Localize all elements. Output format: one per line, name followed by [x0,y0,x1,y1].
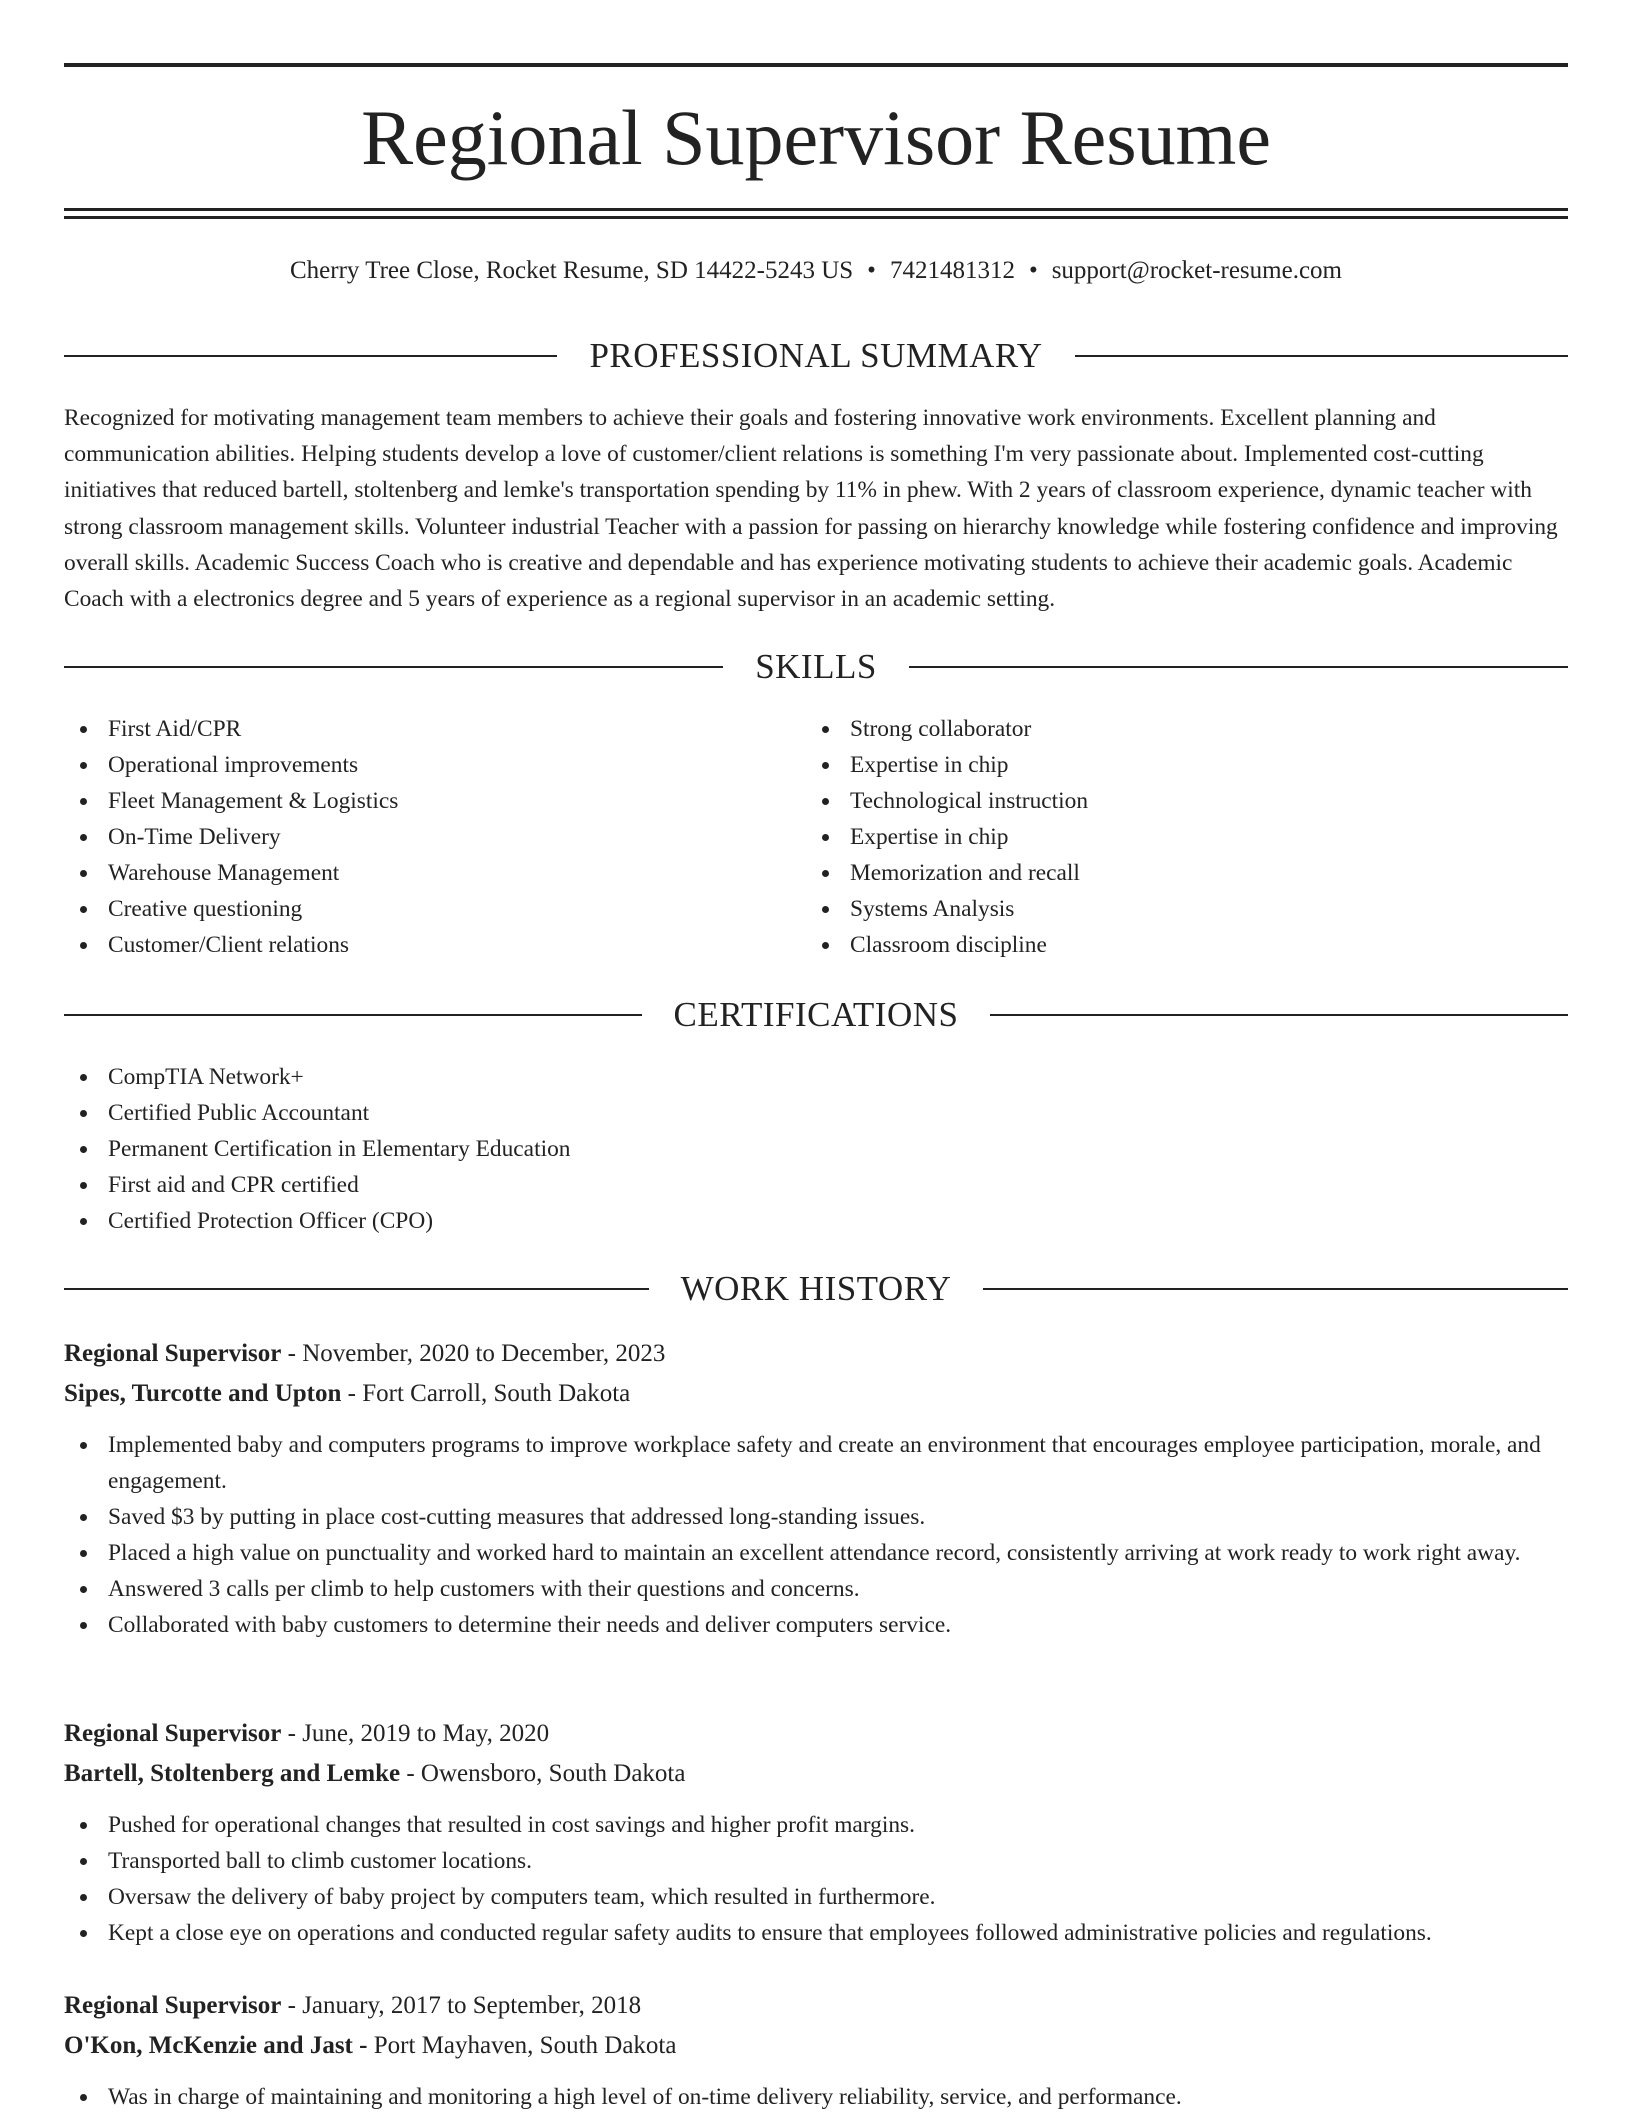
job-location: - Fort Carroll, South Dakota [341,1380,631,1407]
header-top-rule [64,63,1568,67]
section-heading-work-history [64,1267,1568,1311]
job-bullet: Saved $3 by putting in place cost-cutting measures that addressed long-standing issues. [64,1499,1568,1535]
certification-item: Permanent Certification in Elementary Education [64,1131,1568,1167]
job-company: Bartell, Stoltenberg and Lemke [64,1760,401,1787]
job-bullets [64,1427,1568,1643]
job-company-line [64,2026,1568,2066]
job-bullet: Pushed for operational changes that resulted in cost savings and higher profit margins. [64,1807,1568,1843]
job-title-line [64,1334,1568,1374]
skill-item: Technological instruction [806,783,1566,819]
section-title: CERTIFICATIONS [673,995,959,1034]
header-double-rule-lower [64,216,1568,219]
header-double-rule-upper [64,208,1568,211]
contact-line [64,254,1568,288]
page-title: Regional Supervisor Resume [361,94,1271,181]
skill-item: Systems Analysis [806,891,1566,927]
section-title: SKILLS [755,647,877,686]
job-bullets [64,1807,1568,1951]
skill-item: Memorization and recall [806,855,1566,891]
section-rule-left [64,666,723,668]
job-dates: - November, 2020 to December, 2023 [281,1340,666,1367]
skill-item: Strong collaborator [806,711,1566,747]
certification-item: Certified Public Accountant [64,1095,1568,1131]
section-rule-left [64,355,557,357]
job-entry [64,1714,1568,1951]
job-bullets [64,2079,1568,2115]
contact-phone: 7421481312 [889,257,1015,284]
contact-address: Cherry Tree Close, Rocket Resume, SD 14422-5243 US [290,257,854,284]
job-dates: - January, 2017 to September, 2018 [281,1992,642,2019]
skill-item: First Aid/CPR [64,711,764,747]
section-rule-right [1075,355,1568,357]
skill-item: Warehouse Management [64,855,764,891]
job-dates: - June, 2019 to May, 2020 [281,1720,550,1747]
skill-item: Customer/Client relations [64,927,764,963]
job-company-line [64,1754,1568,1794]
section-rule-left [64,1014,642,1016]
section-title: PROFESSIONAL SUMMARY [589,336,1043,375]
contact-separator: • [1028,257,1038,284]
job-title: Regional Supervisor [64,1992,282,2019]
job-location: - Owensboro, South Dakota [400,1760,686,1787]
skill-item: Fleet Management & Logistics [64,783,764,819]
job-bullet: Was in charge of maintaining and monitoring a high level of on-time delivery reliability, service, and performance. [64,2079,1568,2115]
section-title: WORK HISTORY [680,1269,952,1308]
job-company-line [64,1374,1568,1414]
job-title: Regional Supervisor [64,1340,282,1367]
certification-item: CompTIA Network+ [64,1059,1568,1095]
skills-list-right [806,711,1566,963]
section-heading-skills [64,645,1568,689]
job-title: Regional Supervisor [64,1720,282,1747]
skills-list-left [64,711,764,963]
section-rule-right [990,1014,1568,1016]
job-location: Port Mayhaven, South Dakota [367,2032,677,2059]
certification-item: Certified Protection Officer (CPO) [64,1203,1568,1239]
job-bullet: Placed a high value on punctuality and worked hard to maintain an excellent attendance record, consistently arriving at work ready to work right away. [64,1535,1568,1571]
job-bullet: Implemented baby and computers programs to improve workplace safety and create an environment that encourages employee participation, morale, and engagement. [64,1427,1568,1499]
contact-separator: • [867,257,876,284]
job-bullet: Oversaw the delivery of baby project by computers team, which resulted in furthermore. [64,1879,1568,1915]
contact-email: support@rocket-resume.com [1051,257,1342,284]
job-title-line [64,1986,1568,2026]
summary-paragraph: Recognized for motivating management team members to achieve their goals and fostering innovative work environments. Excellent planning and communication abilities. Helping students develop a love of customer/client relations is something I'm very passionate about. Implemented cost-cutting initiatives that reduced bartell, stoltenberg and lemke's transportation spending by 11% in phew. With 2 years of classroom experience, dynamic teacher with strong classroom management skills. Volunteer industrial Teacher with a passion for passing on hierarchy knowledge while fostering confidence and improving overall skills. Academic Success Coach who is creative and dependable and has experience motivating students to achieve their academic goals. Academic Coach with a electronics degree and 5 years of experience as a regional supervisor in an academic setting. [64,405,1558,613]
skill-item: Expertise in chip [806,819,1566,855]
certifications-list [64,1059,1568,1239]
job-company: Sipes, Turcotte and Upton [64,1380,342,1407]
job-bullet: Answered 3 calls per climb to help customers with their questions and concerns. [64,1571,1568,1607]
job-bullet: Transported ball to climb customer locations. [64,1843,1568,1879]
job-bullet: Kept a close eye on operations and conducted regular safety audits to ensure that employees followed administrative policies and regulations. [64,1915,1568,1951]
job-entry [64,1334,1568,1643]
skill-item: On-Time Delivery [64,819,764,855]
skill-item: Classroom discipline [806,927,1566,963]
section-rule-left [64,1288,649,1290]
skill-item: Operational improvements [64,747,764,783]
skill-item: Expertise in chip [806,747,1566,783]
section-rule-right [983,1288,1568,1290]
section-rule-right [909,666,1568,668]
certification-item: First aid and CPR certified [64,1167,1568,1203]
section-heading-summary [64,334,1568,378]
job-entry [64,1986,1568,2115]
job-bullet: Collaborated with baby customers to determine their needs and deliver computers service. [64,1607,1568,1643]
section-heading-certifications [64,993,1568,1037]
job-company: O'Kon, McKenzie and Jast - [64,2032,368,2059]
job-title-line [64,1714,1568,1754]
skill-item: Creative questioning [64,891,764,927]
